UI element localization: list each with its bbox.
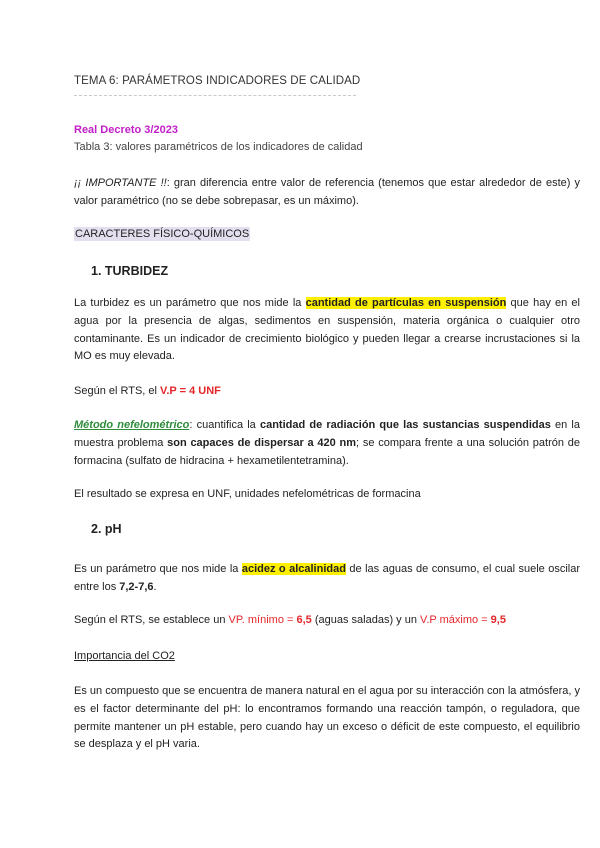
section-heading (74, 226, 580, 244)
turbidez-text-b: que hay en el agua por la presencia de algas, sedimentos en suspensión, materia orgánica o cualquier otro contaminante. Es un indicador de crecimiento biológico y pueden llegar a crearse incrustaciones si la MO es muy elevada. (74, 297, 580, 363)
ph-rts-line (74, 612, 580, 630)
turbidez-rts-value: V.P = 4 UNF (160, 385, 221, 397)
important-text: : gran diferencia entre valor de referencia (tenemos que estar alrededor de este) y valor paramétrico (no se debe sobrepasar, es un máximo). (74, 177, 581, 207)
ph-text-end: . (153, 580, 157, 593)
turbidez-rts-text: Según el RTS, el (74, 385, 161, 397)
ph-rts-text-a: Según el RTS, se establece un (74, 614, 229, 626)
method-text-a: : cuantifica la (189, 419, 260, 431)
method-text-c: en la muestra problema (74, 419, 580, 449)
table-reference: Tabla 3: valores paramétricos de los indicadores de calidad (74, 141, 363, 153)
section-heading-label: CARACTERES FÍSICO-QUÍMICOS (75, 228, 250, 240)
turbidez-result-line: El resultado se expresa en UNF, unidades nefelométricas de formacina (74, 488, 421, 500)
ph-text-b: de las aguas de consumo, el cual suele oscilar entre los (74, 563, 580, 593)
ph-min-label: VP. mínimo = (228, 614, 297, 626)
co2-subheading: Importancia del CO2 (74, 650, 175, 662)
ph-max-label: V.P máximo = (420, 614, 491, 626)
ph-rts-text-b: (aguas saladas) y un (311, 614, 421, 626)
decree-reference: Real Decreto 3/2023 (74, 124, 178, 136)
method-bold-2: son capaces de dispersar a 420 nm (167, 436, 357, 449)
turbidez-highlight: cantidad de partículas en suspensión (305, 297, 507, 309)
method-text-d: ; se compara frente a una solución patrón de formacina (sulfato de hidracina + hexametilentetramina). (74, 436, 580, 467)
ph-highlight: acidez o alcalinidad (241, 563, 346, 575)
ph-max-value: 9,5 (490, 614, 506, 626)
nefelometric-method-label: Método nefelométrico (74, 419, 190, 431)
page-header-title: TEMA 6: PARÁMETROS INDICADORES DE CALIDAD (74, 75, 361, 87)
important-note (74, 175, 580, 211)
ph-paragraph (74, 561, 580, 597)
header-divider (74, 95, 356, 96)
turbidez-heading: 1. TURBIDEZ (91, 264, 169, 278)
turbidez-rts-line (74, 383, 580, 401)
method-bold-1: cantidad de radiación que las sustancias suspendidas (259, 419, 551, 431)
nefelometric-method-paragraph (74, 417, 580, 470)
turbidez-paragraph (74, 295, 580, 366)
ph-range: 7,2-7,6 (119, 580, 154, 593)
important-label: ¡¡ IMPORTANTE !! (74, 177, 167, 189)
turbidez-text-a: La turbidez es un parámetro que nos mide la (74, 297, 306, 309)
ph-heading: 2. pH (91, 522, 122, 536)
ph-min-value: 6,5 (296, 614, 312, 626)
co2-paragraph: Es un compuesto que se encuentra de manera natural en el agua por su interacción con la atmósfera, y es el factor determinante del pH: lo encontramos formando una reacción tampón, o reguladora, que permite mantener un pH estable, pero cuando hay un exceso o déficit de este compuesto, el equilibrio se desplaza y el pH varia. (74, 685, 580, 751)
ph-text-a: Es un parámetro que nos mide la (74, 563, 242, 575)
